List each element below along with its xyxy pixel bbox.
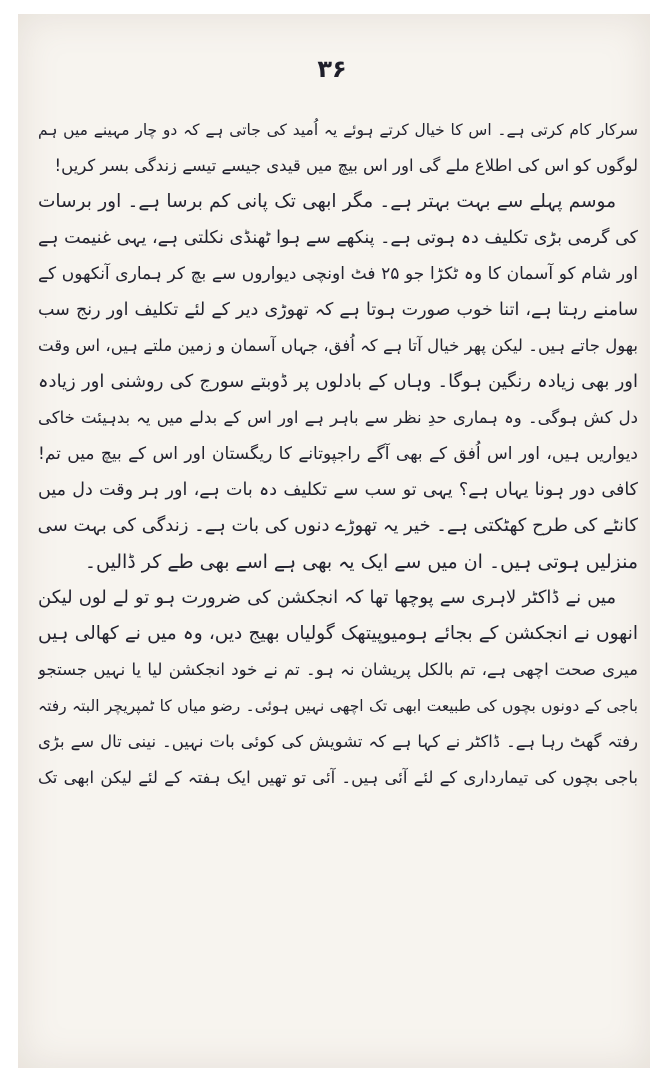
- text-line: بھول جاتے ہیں۔ لیکن پھر خیال آتا ہے کہ اُفق، جہاں آسمان و زمین ملتے ہیں، اس وقت: [38, 336, 638, 355]
- text-line: دیواریں ہیں، اور اس اُفق کے بھی آگے راجپوتانے کا ریگستان اور اس کے بیچ میں تم!: [38, 444, 638, 464]
- text-line: کی گرمی بڑی تکلیف دہ ہوتی ہے۔ پنکھے سے ہوا ٹھنڈی نکلتی ہے، یہی غنیمت ہے: [38, 228, 638, 248]
- text-line: منزلیں ہوتی ہیں۔ ان میں سے ایک یہ بھی ہے اسے بھی طے کر ڈالیں۔: [84, 551, 638, 573]
- text-line: کافی دور ہونا یہاں ہے؟ یہی تو سب سے تکلیف دہ بات ہے، اور ہر وقت دل میں: [38, 480, 638, 500]
- text-line: سرکار کام کرتی ہے۔ اس کا خیال کرتے ہوئے یہ اُمید کی جاتی ہے کہ دو چار مہینے میں ہم: [38, 121, 638, 139]
- text-line: دل کش ہوگی۔ وہ ہماری حدِ نظر سے باہر ہے اور اس کے بدلے میں یہ بدہیئت خاکی: [38, 408, 638, 427]
- text-line: باجی کے دونوں بچوں کی طبیعت ابھی تک اچھی نہیں ہوئی۔ رضو میاں کا ٹمپریچر البتہ رفتہ: [38, 697, 638, 715]
- page-text: [38, 112, 638, 796]
- text-line: سامنے رہتا ہے، اتنا خوب صورت ہوتا ہے کہ تھوڑی دیر کے لئے تکلیف اور رنج سب: [38, 300, 638, 320]
- text-line: کانٹے کی طرح کھٹکتی ہے۔ خیر یہ تھوڑے دنوں کی بات ہے۔ زندگی کی بہت سی: [38, 515, 638, 536]
- text-line: میری صحت اچھی ہے، تم بالکل پریشان نہ ہو۔ تم نے خود انجکشن لیا یا نہیں جستجو: [38, 660, 638, 679]
- text-line: اور شام کو آسمان کا وہ ٹکڑا جو ۲۵ فٹ اونچی دیواروں سے بچ کر ہماری آنکھوں کے: [38, 264, 638, 284]
- text-line: باجی بچوں کی تیمارداری کے لئے آئی ہیں۔ آئی تو تھیں ایک ہفتہ کے لئے لیکن ابھی تک: [38, 768, 638, 787]
- text-line: میں نے ڈاکٹر لاہری سے پوچھا تھا کہ انجکشن کی ضرورت ہو تو لے لوں لیکن: [38, 587, 616, 608]
- text-line: لوگوں کو اس کی اطلاع ملے گی اور اس بیچ میں قیدی جیسے تیسے زندگی بسر کریں!: [54, 156, 638, 175]
- text-line: موسم پہلے سے بہت بہتر ہے۔ مگر ابھی تک پانی کم برسا ہے۔ اور برسات: [38, 191, 616, 212]
- text-line: رفتہ گھٹ رہا ہے۔ ڈاکٹر نے کہا ہے کہ تشویش کی کوئی بات نہیں۔ نینی تال سے بڑی: [38, 732, 638, 751]
- text-line: انھوں نے انجکشن کے بجائے ہومیوپیتھک گولیاں بھیج دیں، وہ میں نے کھالی ہیں: [38, 623, 638, 644]
- page-number: ۳۶: [317, 55, 347, 83]
- text-line: اور بھی زیادہ رنگین ہوگا۔ وہاں کے بادلوں پر ڈوبتے سورج کی روشنی اور زیادہ: [38, 371, 638, 392]
